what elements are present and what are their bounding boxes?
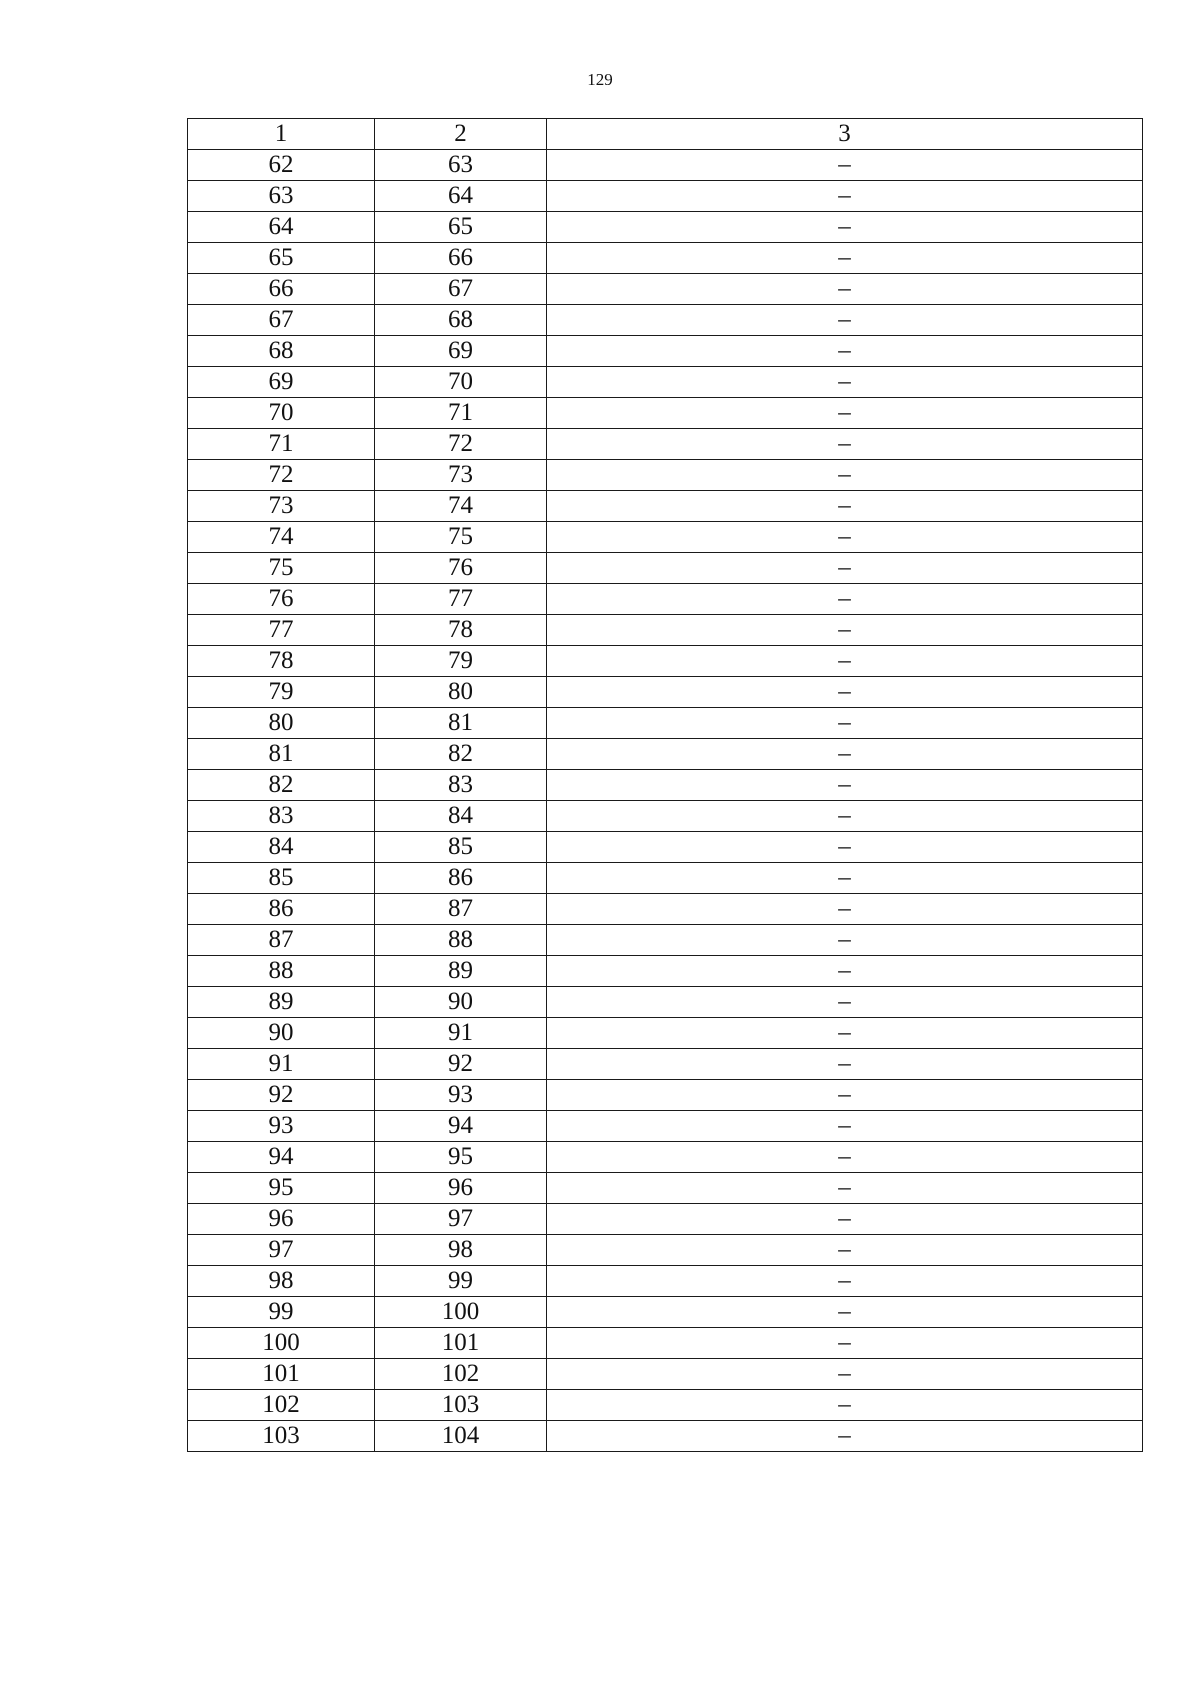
- table-cell-col-2: 76: [375, 553, 547, 584]
- table-cell-col-2: 71: [375, 398, 547, 429]
- table-cell-col-1: 78: [188, 646, 375, 677]
- table-cell-col-3: –: [547, 1297, 1143, 1328]
- table-cell-col-3: –: [547, 1049, 1143, 1080]
- table-cell-col-3: –: [547, 181, 1143, 212]
- table-cell-col-1: 65: [188, 243, 375, 274]
- table-cell-col-1: 102: [188, 1390, 375, 1421]
- table-row: [188, 956, 1143, 987]
- table-cell-col-1: 67: [188, 305, 375, 336]
- table-cell-col-3: –: [547, 677, 1143, 708]
- table-cell-col-3: –: [547, 1328, 1143, 1359]
- table-row: [188, 150, 1143, 181]
- column-header-3: 3: [547, 119, 1143, 150]
- table-row: [188, 1080, 1143, 1111]
- table-cell-col-1: 96: [188, 1204, 375, 1235]
- table-cell-col-1: 64: [188, 212, 375, 243]
- table-cell-col-2: 77: [375, 584, 547, 615]
- table-cell-col-2: 66: [375, 243, 547, 274]
- table-row: [188, 1297, 1143, 1328]
- data-table: [187, 118, 1143, 1452]
- table-cell-col-3: –: [547, 801, 1143, 832]
- column-header-2: 2: [375, 119, 547, 150]
- table-cell-col-1: 82: [188, 770, 375, 801]
- table-row: [188, 987, 1143, 1018]
- table-body: [188, 119, 1143, 1452]
- table-row: [188, 1266, 1143, 1297]
- table-cell-col-3: –: [547, 1235, 1143, 1266]
- table-row: [188, 398, 1143, 429]
- table-row: [188, 1049, 1143, 1080]
- table-row: [188, 615, 1143, 646]
- table-cell-col-3: –: [547, 1111, 1143, 1142]
- table-cell-col-2: 67: [375, 274, 547, 305]
- table-cell-col-2: 82: [375, 739, 547, 770]
- table-header-row: [188, 119, 1143, 150]
- table-row: [188, 739, 1143, 770]
- table-cell-col-3: –: [547, 584, 1143, 615]
- table-cell-col-2: 78: [375, 615, 547, 646]
- table-row: [188, 367, 1143, 398]
- table-cell-col-1: 62: [188, 150, 375, 181]
- table-cell-col-3: –: [547, 1142, 1143, 1173]
- table-row: [188, 1173, 1143, 1204]
- table-cell-col-3: –: [547, 1173, 1143, 1204]
- table-cell-col-3: –: [547, 553, 1143, 584]
- table-cell-col-2: 73: [375, 460, 547, 491]
- table-cell-col-1: 94: [188, 1142, 375, 1173]
- table-cell-col-2: 94: [375, 1111, 547, 1142]
- table-row: [188, 1421, 1143, 1452]
- table-cell-col-3: –: [547, 1390, 1143, 1421]
- table-cell-col-2: 80: [375, 677, 547, 708]
- table-cell-col-3: –: [547, 243, 1143, 274]
- table-cell-col-3: –: [547, 770, 1143, 801]
- table-row: [188, 1359, 1143, 1390]
- table-cell-col-1: 83: [188, 801, 375, 832]
- table-cell-col-2: 89: [375, 956, 547, 987]
- table-cell-col-2: 72: [375, 429, 547, 460]
- table-row: [188, 1390, 1143, 1421]
- table-cell-col-3: –: [547, 925, 1143, 956]
- table-cell-col-1: 77: [188, 615, 375, 646]
- table-cell-col-1: 68: [188, 336, 375, 367]
- table-row: [188, 1204, 1143, 1235]
- table-cell-col-3: –: [547, 832, 1143, 863]
- table-cell-col-3: –: [547, 615, 1143, 646]
- table-row: [188, 1235, 1143, 1266]
- table-cell-col-2: 102: [375, 1359, 547, 1390]
- table-cell-col-3: –: [547, 274, 1143, 305]
- table-row: [188, 801, 1143, 832]
- table-cell-col-2: 97: [375, 1204, 547, 1235]
- table-row: [188, 1111, 1143, 1142]
- table-cell-col-3: –: [547, 398, 1143, 429]
- table-row: [188, 584, 1143, 615]
- table-cell-col-3: –: [547, 1080, 1143, 1111]
- table-cell-col-3: –: [547, 708, 1143, 739]
- table-cell-col-1: 63: [188, 181, 375, 212]
- table-cell-col-1: 74: [188, 522, 375, 553]
- table-cell-col-1: 86: [188, 894, 375, 925]
- table-cell-col-2: 87: [375, 894, 547, 925]
- table-cell-col-1: 98: [188, 1266, 375, 1297]
- table-cell-col-1: 91: [188, 1049, 375, 1080]
- table-cell-col-2: 69: [375, 336, 547, 367]
- table-cell-col-2: 85: [375, 832, 547, 863]
- column-header-1: 1: [188, 119, 375, 150]
- table-cell-col-1: 101: [188, 1359, 375, 1390]
- table-cell-col-1: 92: [188, 1080, 375, 1111]
- table-cell-col-3: –: [547, 956, 1143, 987]
- table-row: [188, 646, 1143, 677]
- table-cell-col-3: –: [547, 1421, 1143, 1452]
- table-row: [188, 305, 1143, 336]
- table-cell-col-1: 85: [188, 863, 375, 894]
- table-cell-col-1: 99: [188, 1297, 375, 1328]
- table-cell-col-2: 103: [375, 1390, 547, 1421]
- table-cell-col-3: –: [547, 1204, 1143, 1235]
- table-cell-col-1: 66: [188, 274, 375, 305]
- table-cell-col-1: 81: [188, 739, 375, 770]
- table-cell-col-2: 83: [375, 770, 547, 801]
- table-cell-col-2: 90: [375, 987, 547, 1018]
- table-cell-col-1: 97: [188, 1235, 375, 1266]
- table-cell-col-1: 84: [188, 832, 375, 863]
- table-row: [188, 1018, 1143, 1049]
- table-cell-col-2: 104: [375, 1421, 547, 1452]
- table-row: [188, 1328, 1143, 1359]
- table-cell-col-3: –: [547, 1018, 1143, 1049]
- table-cell-col-1: 93: [188, 1111, 375, 1142]
- table-row: [188, 460, 1143, 491]
- table-cell-col-3: –: [547, 367, 1143, 398]
- table-cell-col-2: 100: [375, 1297, 547, 1328]
- table-cell-col-3: –: [547, 646, 1143, 677]
- table-cell-col-2: 70: [375, 367, 547, 398]
- table-cell-col-3: –: [547, 1266, 1143, 1297]
- table-cell-col-2: 84: [375, 801, 547, 832]
- table-cell-col-1: 80: [188, 708, 375, 739]
- table-row: [188, 708, 1143, 739]
- table-cell-col-3: –: [547, 150, 1143, 181]
- table-cell-col-2: 99: [375, 1266, 547, 1297]
- table-row: [188, 181, 1143, 212]
- table-cell-col-3: –: [547, 863, 1143, 894]
- table-cell-col-2: 74: [375, 491, 547, 522]
- table-row: [188, 243, 1143, 274]
- table-cell-col-2: 86: [375, 863, 547, 894]
- table-cell-col-3: –: [547, 305, 1143, 336]
- table-cell-col-2: 96: [375, 1173, 547, 1204]
- table-cell-col-2: 79: [375, 646, 547, 677]
- table-row: [188, 553, 1143, 584]
- table-cell-col-1: 95: [188, 1173, 375, 1204]
- table-cell-col-2: 101: [375, 1328, 547, 1359]
- table-cell-col-1: 73: [188, 491, 375, 522]
- table-cell-col-1: 75: [188, 553, 375, 584]
- table-cell-col-2: 64: [375, 181, 547, 212]
- table-cell-col-2: 65: [375, 212, 547, 243]
- table-cell-col-3: –: [547, 522, 1143, 553]
- table-cell-col-1: 70: [188, 398, 375, 429]
- table-row: [188, 770, 1143, 801]
- table-cell-col-2: 75: [375, 522, 547, 553]
- table-cell-col-3: –: [547, 739, 1143, 770]
- table-cell-col-2: 68: [375, 305, 547, 336]
- table-cell-col-3: –: [547, 894, 1143, 925]
- table-row: [188, 1142, 1143, 1173]
- table-cell-col-2: 91: [375, 1018, 547, 1049]
- table-row: [188, 863, 1143, 894]
- table-cell-col-2: 63: [375, 150, 547, 181]
- table-row: [188, 212, 1143, 243]
- table-cell-col-2: 98: [375, 1235, 547, 1266]
- table-cell-col-1: 88: [188, 956, 375, 987]
- table-cell-col-2: 81: [375, 708, 547, 739]
- table-cell-col-1: 71: [188, 429, 375, 460]
- table-cell-col-1: 72: [188, 460, 375, 491]
- table-cell-col-1: 76: [188, 584, 375, 615]
- table-row: [188, 677, 1143, 708]
- table-cell-col-1: 103: [188, 1421, 375, 1452]
- table-cell-col-3: –: [547, 1359, 1143, 1390]
- table-cell-col-2: 93: [375, 1080, 547, 1111]
- table-cell-col-2: 95: [375, 1142, 547, 1173]
- table-cell-col-1: 89: [188, 987, 375, 1018]
- table-cell-col-1: 79: [188, 677, 375, 708]
- table-cell-col-2: 92: [375, 1049, 547, 1080]
- table-row: [188, 274, 1143, 305]
- table-cell-col-1: 90: [188, 1018, 375, 1049]
- table-row: [188, 522, 1143, 553]
- table-row: [188, 491, 1143, 522]
- table-cell-col-3: –: [547, 491, 1143, 522]
- table-row: [188, 429, 1143, 460]
- page-number: 129: [587, 70, 613, 89]
- table-cell-col-3: –: [547, 429, 1143, 460]
- table-cell-col-2: 88: [375, 925, 547, 956]
- table-cell-col-1: 87: [188, 925, 375, 956]
- table-row: [188, 925, 1143, 956]
- table-cell-col-1: 69: [188, 367, 375, 398]
- table-cell-col-3: –: [547, 212, 1143, 243]
- table-row: [188, 832, 1143, 863]
- table-row: [188, 894, 1143, 925]
- table-cell-col-3: –: [547, 460, 1143, 491]
- table-cell-col-1: 100: [188, 1328, 375, 1359]
- table-cell-col-3: –: [547, 336, 1143, 367]
- table-row: [188, 336, 1143, 367]
- table-cell-col-3: –: [547, 987, 1143, 1018]
